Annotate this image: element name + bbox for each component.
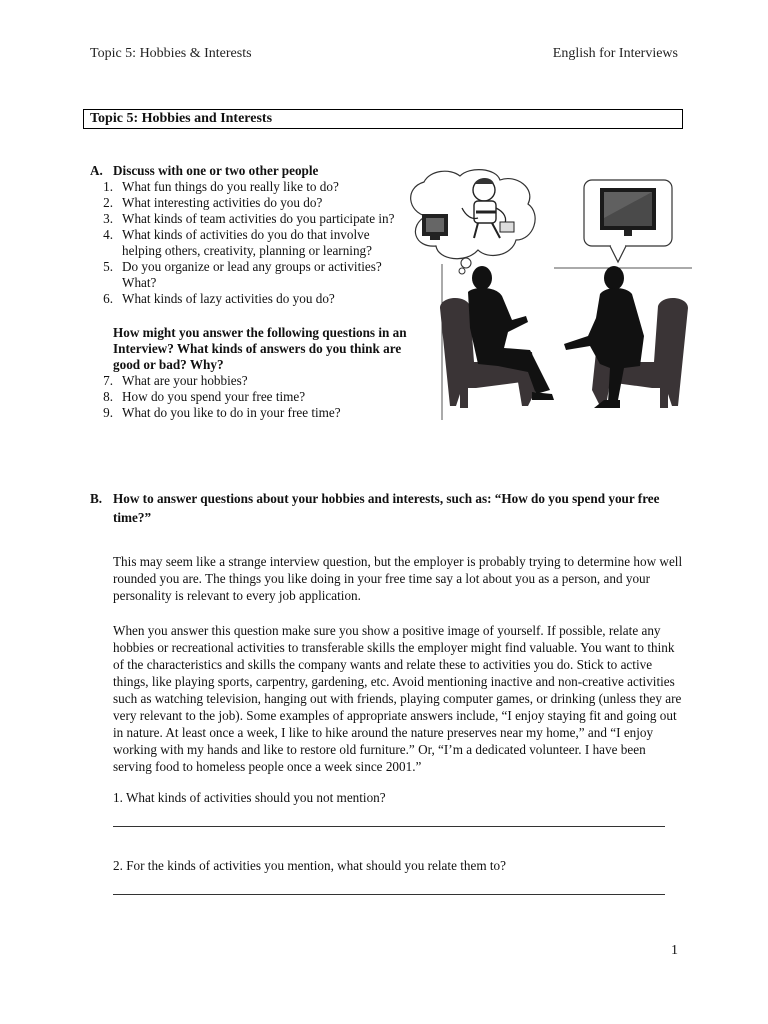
list-item-text: What fun things do you really like to do? <box>122 179 339 194</box>
discussion-question-list <box>90 179 408 307</box>
list-item <box>90 373 408 389</box>
section-b-heading-text: How to answer questions about your hobbies and interests, such as: “How do you spend your free time?” <box>113 491 660 525</box>
list-item-number: 5. <box>103 259 113 274</box>
section-a-heading-text: Discuss with one or two other people <box>113 163 319 178</box>
header-right: English for Interviews <box>552 46 678 61</box>
list-item <box>90 405 408 421</box>
interview-question-list <box>90 373 408 421</box>
list-item-number: 9. <box>103 405 113 420</box>
tv-speech-bubble <box>584 180 672 262</box>
answer-line-1[interactable] <box>113 826 665 827</box>
list-item-text: What kinds of activities do you do that involve helping others, creativity, planning or learning? <box>122 227 372 258</box>
interview-prompt: How might you answer the following questions in an Interview? What kinds of answers do you think are good or bad? Why? <box>113 325 407 372</box>
list-item <box>90 389 408 405</box>
question-2-text: 2. For the kinds of activities you mention, what should you relate them to? <box>113 858 506 873</box>
list-item <box>90 259 408 291</box>
list-item-number: 6. <box>103 291 113 306</box>
topic-title-box: Topic 5: Hobbies and Interests <box>83 109 683 129</box>
list-item-text: What interesting activities do you do? <box>122 195 323 210</box>
header-left: Topic 5: Hobbies & Interests <box>90 46 252 61</box>
paragraph-intro: This may seem like a strange interview question, but the employer is probably trying to determine how well rounded you are. The things you like doing in your free time say a lot about you as a person, and your personality is relevant to every job application. <box>113 554 683 603</box>
comprehension-question-2 <box>90 857 690 895</box>
section-b-heading <box>90 489 686 527</box>
section-a <box>90 163 408 421</box>
list-item <box>90 227 408 259</box>
list-item-text: What kinds of lazy activities do you do? <box>122 291 335 306</box>
list-item-number: 2. <box>103 195 113 210</box>
interview-illustration <box>404 168 692 420</box>
list-item <box>90 291 408 307</box>
list-item-text: What do you like to do in your free time? <box>122 405 341 420</box>
answer-line-2[interactable] <box>113 894 665 895</box>
list-item-number: 4. <box>103 227 113 242</box>
comprehension-question-1 <box>90 789 690 827</box>
list-item-text: What are your hobbies? <box>122 373 248 388</box>
list-item-text: How do you spend your free time? <box>122 389 306 404</box>
section-b-letter: B. <box>90 491 103 506</box>
list-item <box>90 179 408 195</box>
page-number: 1 <box>671 943 678 958</box>
list-item-text: Do you organize or lead any groups or activities? What? <box>122 259 382 290</box>
list-item-number: 7. <box>103 373 113 388</box>
question-1-text: 1. What kinds of activities should you not mention? <box>113 790 386 805</box>
list-item-number: 3. <box>103 211 113 226</box>
list-item <box>90 195 408 211</box>
thought-cloud <box>411 170 535 274</box>
list-item <box>90 211 408 227</box>
list-item-text: What kinds of team activities do you participate in? <box>122 211 395 226</box>
list-item-number: 1. <box>103 179 113 194</box>
section-b <box>90 489 686 775</box>
list-item-number: 8. <box>103 389 113 404</box>
paragraph-advice: When you answer this question make sure you show a positive image of yourself. If possible, relate any hobbies or recreational activities to transferable skills the employer might find valuable. You want to think of the characteristics and skills the company wants and relate these to activities you do. Stick to active things, like playing sports, carpentry, gardening, etc. Avoid mentioning inactive and non-creative activities such as watching television, hanging out with friends, playing computer games, or drinking (unless they are very relevant to the job). Some examples of appropriate answers include, “I enjoy staying fit and going out in nature. At least once a week, I like to hike around the nature preserves near my home,” and “I enjoy working with my hands and like to restore old furniture.” Or, “I’m a dedicated volunteer. I have been serving food to homeless people once a week since 2001.” <box>113 623 682 774</box>
section-a-letter: A. <box>90 163 103 178</box>
section-a-heading <box>90 163 408 179</box>
